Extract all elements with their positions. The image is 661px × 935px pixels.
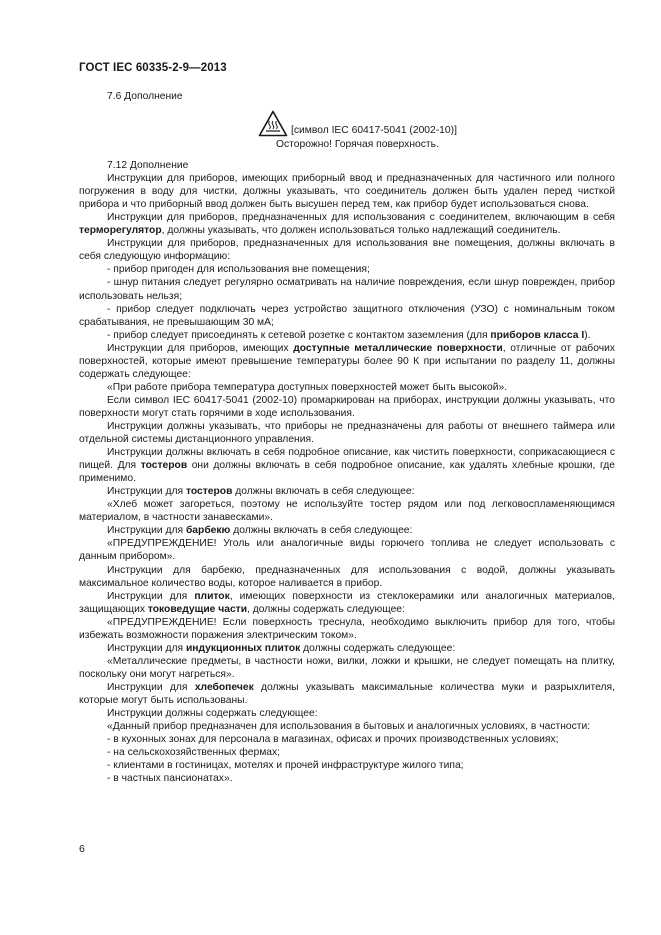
paragraph: Инструкции для приборов, предназначенных для использования с соединителем, включающим в себя терморегулятор, должны указывать, что должен использоваться только надлежащий соединитель. — [79, 212, 615, 237]
symbol-block — [79, 107, 615, 159]
hot-surface-warning-icon — [258, 110, 288, 137]
quote: «ПРЕДУПРЕЖДЕНИЕ! Если поверхность треснула, необходимо выключить прибор для того, чтобы избежать возможности поражения электрическим током». — [79, 616, 615, 641]
paragraph: Инструкции должны содержать следующее: — [107, 708, 318, 720]
paragraph: Инструкции для приборов, имеющих доступные металлические поверхности, отличные от рабочих поверхностей, которые имеют превышение температуры более 90 К при испытании по разделу 11, должны содержать следующее: — [79, 342, 615, 380]
list-item: - в частных пансионатах». — [107, 773, 233, 785]
quote: «Металлические предметы, в частности ножи, вилки, ложки и крышки, не следует помещать на плитку, поскольку они могут нагреться». — [79, 655, 615, 680]
paragraph: Инструкции должны включать в себя подробное описание, как чистить поверхности, соприкасающиеся с пищей. Для тостеров они должны включать в себя подробное описание, как удалять хлебные крошки, где применимо. — [79, 447, 615, 485]
page-number: 6 — [79, 843, 85, 855]
list-item: - прибор следует подключать через устройство защитного отключения (УЗО) с номинальным током срабатывания, не превышающим 30 мА; — [79, 303, 615, 328]
symbol-reference: [символ IEC 60417-5041 (2002-10)] — [291, 125, 457, 137]
paragraph: Инструкции для приборов, имеющих приборный ввод и предназначенных для частичного или полного погружения в воду для чистки, должны указывать, что соединитель должен быть удален перед чисткой прибора и что приборный ввод должен быть высушен перед тем, как прибор будет использоваться снова. — [79, 173, 615, 211]
page-content — [79, 90, 615, 785]
paragraph: Инструкции для барбекю, предназначенных для использования с водой, должны указывать максимальное количество воды, которое наливается в прибор. — [79, 564, 615, 589]
paragraph: Инструкции для хлебопечек должны указывать максимальные количества муки и разрыхлителя, которые могут быть использованы. — [79, 681, 615, 706]
section-heading-7-6: 7.6 Дополнение — [107, 91, 183, 102]
paragraph: Инструкции для плиток, имеющих поверхности из стеклокерамики или аналогичных материалов, защищающих токоведущие части, должны содержать следующее: — [79, 590, 615, 615]
document-header: ГОСТ IEC 60335-2-9—2013 — [79, 62, 227, 74]
paragraph: Инструкции для индукционных плиток должны содержать следующее: — [107, 642, 456, 654]
section-heading-7-12: 7.12 Дополнение — [107, 160, 189, 172]
paragraph: Если символ IEC 60417-5041 (2002-10) промаркирован на приборах, инструкции должны указывать, что поверхности могут стать горячими в ходе использования. — [79, 394, 615, 419]
list-item: - в кухонных зонах для персонала в магазинах, офисах и прочих производственных условиях; — [107, 734, 559, 746]
quote: «При работе прибора температура доступных поверхностей может быть высокой». — [107, 381, 508, 393]
list-item: - клиентами в гостиницах, мотелях и прочей инфраструктуре жилого типа; — [107, 760, 464, 772]
paragraph: Инструкции для тостеров должны включать в себя следующее: — [107, 486, 415, 498]
quote: «Данный прибор предназначен для использования в бытовых и аналогичных условиях, в частности: — [107, 721, 591, 733]
quote: «ПРЕДУПРЕЖДЕНИЕ! Уголь или аналогичные виды горючего топлива не следует использовать с данным прибором». — [79, 538, 615, 563]
paragraph: Инструкции для барбекю должны включать в себя следующее: — [107, 525, 413, 537]
paragraph: Инструкции должны указывать, что приборы не предназначены для работы от внешнего таймера или отдельной системы дистанционного управления. — [79, 420, 615, 446]
paragraph: Инструкции для приборов, предназначенных для использования вне помещения, должны включать в себя следующую информацию: — [79, 238, 615, 263]
quote: «Хлеб может загореться, поэтому не используйте тостер рядом или под легковоспламеняющимся материалом, в частности занавесками». — [79, 499, 615, 524]
list-item: - на сельскохозяйственных фермах; — [107, 747, 281, 759]
list-item: - шнур питания следует регулярно осматривать на наличие повреждения, если шнур поврежден, прибор использовать нельзя; — [79, 277, 615, 302]
list-item: - прибор следует присоединять к сетевой розетке с контактом заземления (для приборов класса I). — [107, 329, 591, 341]
symbol-caption: Осторожно! Горячая поверхность. — [276, 139, 439, 151]
list-item: - прибор пригоден для использования вне помещения; — [107, 264, 370, 276]
